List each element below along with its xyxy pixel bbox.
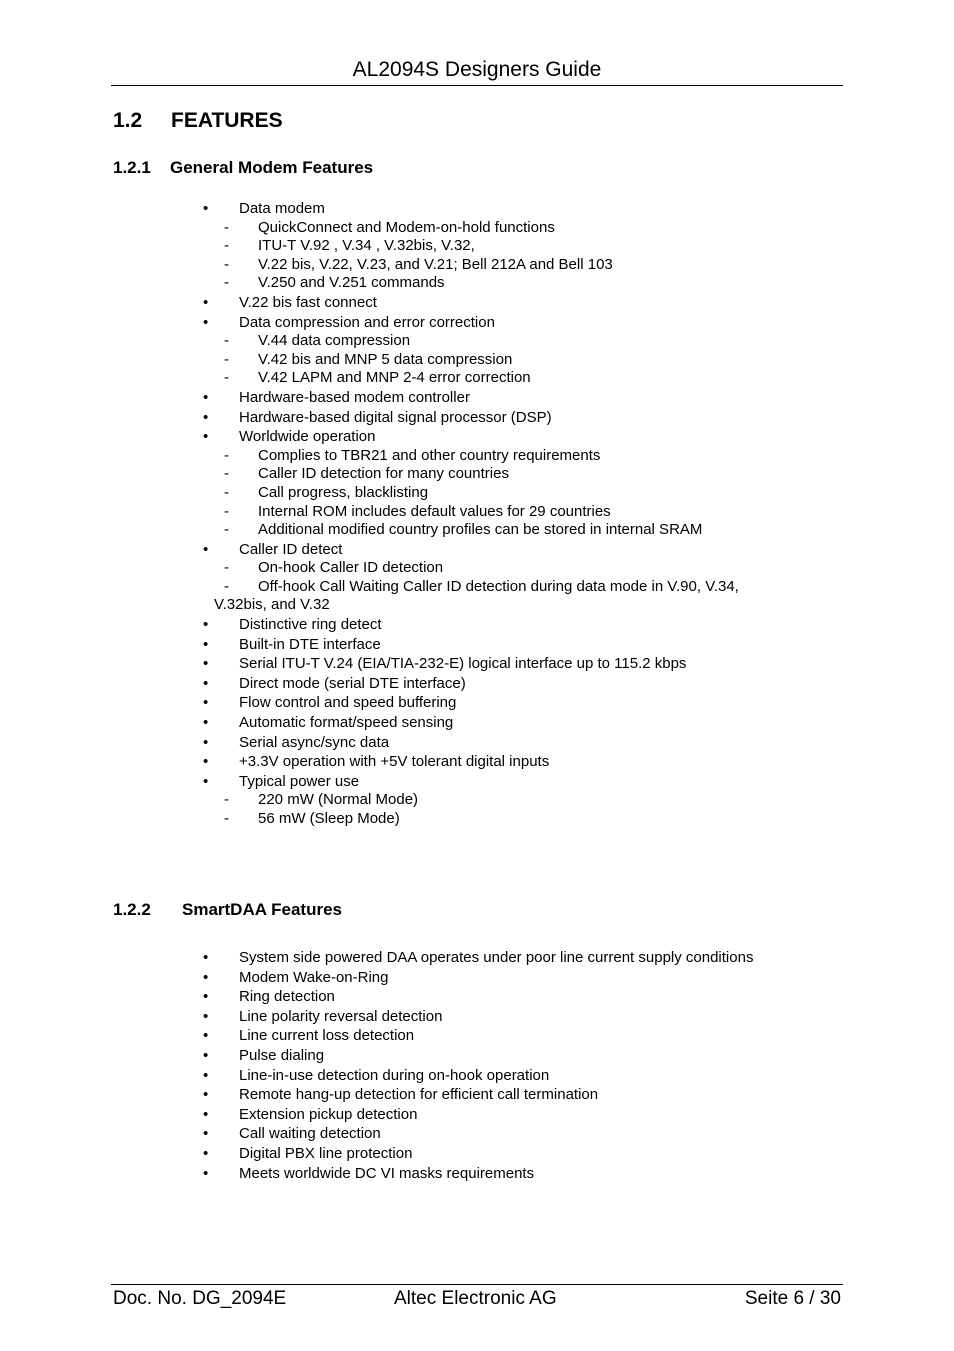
sub-list-item [200, 559, 739, 578]
bullet-icon: • [203, 293, 209, 311]
sub-list-item-label: V.250 and V.251 commands [258, 274, 445, 292]
list-item-label: V.22 bis fast connect [239, 293, 377, 311]
sub-list-item-label: Call progress, blacklisting [258, 483, 429, 501]
dash-icon: - [224, 446, 229, 464]
list-item-label: Automatic format/speed sensing [239, 714, 454, 732]
list-item [200, 1026, 753, 1046]
list-item [200, 752, 739, 772]
dash-icon: - [224, 350, 229, 368]
list-item [200, 968, 753, 988]
sub-list-item [200, 369, 739, 388]
sub-list-item-label: Internal ROM includes default values for 29 countries [258, 502, 611, 520]
list-item [200, 1085, 753, 1105]
dash-icon: - [224, 332, 229, 350]
sub-list-item-label: ITU-T V.92 , V.34 , V.32bis, V.32, [258, 237, 475, 255]
list-item [200, 654, 739, 674]
list-item-label: Data compression and error correction [239, 313, 495, 331]
sub-list-item-label: Complies to TBR21 and other country requirements [258, 446, 601, 464]
section-heading [113, 106, 283, 136]
sub-list-item [200, 274, 739, 293]
document-number: Doc. No. DG_2094E [113, 1288, 287, 1309]
list-item-label: Ring detection [239, 988, 335, 1006]
sub-list-item [200, 256, 739, 275]
subsection-number: 1.2.1 [113, 158, 151, 177]
document-title: AL2094S Designers Guide [352, 58, 602, 81]
dash-icon: - [224, 810, 229, 827]
subsection-heading-general [113, 157, 373, 179]
list-item-label: System side powered DAA operates under poor line current supply conditions [239, 949, 754, 966]
list-item-label: Serial async/sync data [239, 733, 390, 751]
sub-list-item [200, 503, 739, 522]
sub-list-item-label: V.32bis, and V.32 [214, 596, 330, 614]
sub-list [200, 791, 739, 828]
list-item [200, 987, 753, 1007]
bullet-icon: • [203, 733, 209, 751]
bullet-icon: • [203, 428, 209, 446]
list-item [200, 1046, 753, 1066]
list-item-label: Hardware-based modem controller [239, 388, 470, 406]
bullet-icon: • [203, 1007, 209, 1025]
dash-icon: - [224, 218, 229, 236]
subsection-title: SmartDAA Features [182, 900, 342, 919]
list-item-label: Flow control and speed buffering [239, 694, 457, 712]
list-item [200, 540, 739, 560]
list-item [200, 1007, 753, 1027]
bullet-icon: • [203, 1164, 209, 1182]
list-item-label: Typical power use [239, 772, 360, 790]
bullet-icon: • [203, 1105, 209, 1123]
sub-list-item [200, 521, 739, 540]
subsection-heading-smartdaa [113, 899, 342, 921]
list-item-label: Distinctive ring detect [239, 616, 382, 634]
list-item [200, 1105, 753, 1125]
sub-list-item-label: V.42 LAPM and MNP 2-4 error correction [258, 369, 531, 387]
list-item [200, 1164, 753, 1184]
sub-list-item [200, 351, 739, 370]
list-item-label: Extension pickup detection [239, 1105, 418, 1123]
list-item [200, 693, 739, 713]
sub-list-item-label: Additional modified country profiles can be stored in internal SRAM [258, 521, 703, 539]
section-title: FEATURES [171, 109, 283, 132]
list-item-label: Hardware-based digital signal processor (DSP) [239, 408, 552, 426]
dash-icon: - [224, 483, 229, 501]
sub-list-item [200, 219, 739, 238]
bullet-icon: • [203, 1046, 209, 1064]
page-header [111, 56, 843, 86]
list-item-label: Built-in DTE interface [239, 635, 381, 653]
list-item [200, 713, 739, 733]
dash-icon: - [224, 791, 229, 809]
bullet-icon: • [203, 772, 209, 790]
sub-list-item [200, 810, 739, 829]
dash-icon: - [224, 369, 229, 387]
list-item [200, 388, 739, 408]
list-item [200, 408, 739, 428]
list-item-label: Digital PBX line protection [239, 1144, 413, 1162]
list-item-label: Line current loss detection [239, 1027, 415, 1045]
list-item-label: Serial ITU-T V.24 (EIA/TIA-232-E) logical interface up to 115.2 kbps [239, 655, 687, 673]
sub-list-item-label: On-hook Caller ID detection [258, 559, 444, 577]
page-number: Seite 6 / 30 [744, 1288, 841, 1309]
bullet-icon: • [203, 655, 209, 673]
list-item-label: Data modem [239, 200, 325, 217]
list-item [200, 948, 753, 968]
sub-list-item-label: V.44 data compression [258, 332, 411, 350]
bullet-icon: • [203, 1125, 209, 1143]
bullet-icon: • [203, 616, 209, 634]
dash-icon: - [224, 521, 229, 539]
sub-list-item [200, 447, 739, 466]
sub-list-item-label: 56 mW (Sleep Mode) [258, 810, 400, 827]
sub-list-item [200, 578, 739, 597]
list-item [200, 427, 739, 447]
bullet-icon: • [203, 540, 209, 558]
sub-list [200, 332, 739, 388]
sub-list-item-label: V.22 bis, V.22, V.23, and V.21; Bell 212A and Bell 103 [258, 255, 613, 273]
bullet-icon: • [203, 1027, 209, 1045]
sub-list-item [200, 332, 739, 351]
list-item-label: Caller ID detect [239, 540, 343, 558]
bullet-icon: • [203, 968, 209, 986]
list-item [200, 674, 739, 694]
list-item [200, 635, 739, 655]
sub-list-item [200, 484, 739, 503]
list-item-label: Meets worldwide DC VI masks requirements [239, 1164, 535, 1182]
list-item-label: Worldwide operation [239, 428, 376, 446]
bullet-icon: • [203, 408, 209, 426]
subsection-number: 1.2.2 [113, 900, 151, 919]
sub-list [200, 447, 739, 540]
list-item [200, 293, 739, 313]
dash-icon: - [224, 465, 229, 483]
sub-list [200, 219, 739, 293]
bullet-icon: • [203, 1086, 209, 1104]
bullet-icon: • [203, 714, 209, 732]
list-item [200, 313, 739, 333]
sub-list-item-label: 220 mW (Normal Mode) [258, 791, 419, 809]
company-name: Altec Electronic AG [394, 1288, 557, 1309]
subsection-title: General Modem Features [170, 158, 374, 177]
sub-list-item [200, 237, 739, 256]
sub-list-item-continuation [200, 596, 739, 615]
list-item [200, 1124, 753, 1144]
list-item [200, 733, 739, 753]
bullet-icon: • [203, 674, 209, 692]
bullet-icon: • [203, 949, 209, 966]
bullet-icon: • [203, 753, 209, 771]
sub-list [200, 559, 739, 615]
list-item-label: Line-in-use detection during on-hook operation [239, 1066, 550, 1084]
list-item-label: Modem Wake-on-Ring [239, 968, 389, 986]
general-features-list [200, 199, 739, 829]
sub-list-item [200, 791, 739, 810]
dash-icon: - [224, 559, 229, 577]
sub-list-item-label: V.42 bis and MNP 5 data compression [258, 350, 513, 368]
list-item [200, 1066, 753, 1086]
dash-icon: - [224, 502, 229, 520]
list-item-label: Pulse dialing [239, 1046, 325, 1064]
list-item-label: +3.3V operation with +5V tolerant digital inputs [239, 753, 550, 771]
list-item [200, 772, 739, 792]
list-item [200, 1144, 753, 1164]
sub-list-item-label: QuickConnect and Modem-on-hold functions [258, 218, 555, 236]
dash-icon: - [224, 274, 229, 292]
dash-icon: - [224, 255, 229, 273]
sub-list-item-label: Caller ID detection for many countries [258, 465, 509, 483]
bullet-icon: • [203, 1066, 209, 1084]
dash-icon: - [224, 577, 229, 595]
page-footer [111, 1284, 843, 1309]
bullet-icon: • [203, 388, 209, 406]
bullet-icon: • [203, 313, 209, 331]
bullet-icon: • [203, 635, 209, 653]
sub-list-item-label: Off-hook Call Waiting Caller ID detection during data mode in V.90, V.34, [258, 577, 739, 595]
section-number: 1.2 [113, 109, 143, 132]
list-item-label: Remote hang-up detection for efficient call termination [239, 1086, 599, 1104]
list-item [200, 615, 739, 635]
list-item [200, 199, 739, 219]
bullet-icon: • [203, 200, 209, 217]
bullet-icon: • [203, 1144, 209, 1162]
bullet-icon: • [203, 694, 209, 712]
dash-icon: - [224, 237, 229, 255]
smartdaa-features-list [200, 948, 753, 1183]
list-item-label: Line polarity reversal detection [239, 1007, 443, 1025]
list-item-label: Call waiting detection [239, 1125, 381, 1143]
list-item-label: Direct mode (serial DTE interface) [239, 674, 466, 692]
bullet-icon: • [203, 988, 209, 1006]
sub-list-item [200, 465, 739, 484]
